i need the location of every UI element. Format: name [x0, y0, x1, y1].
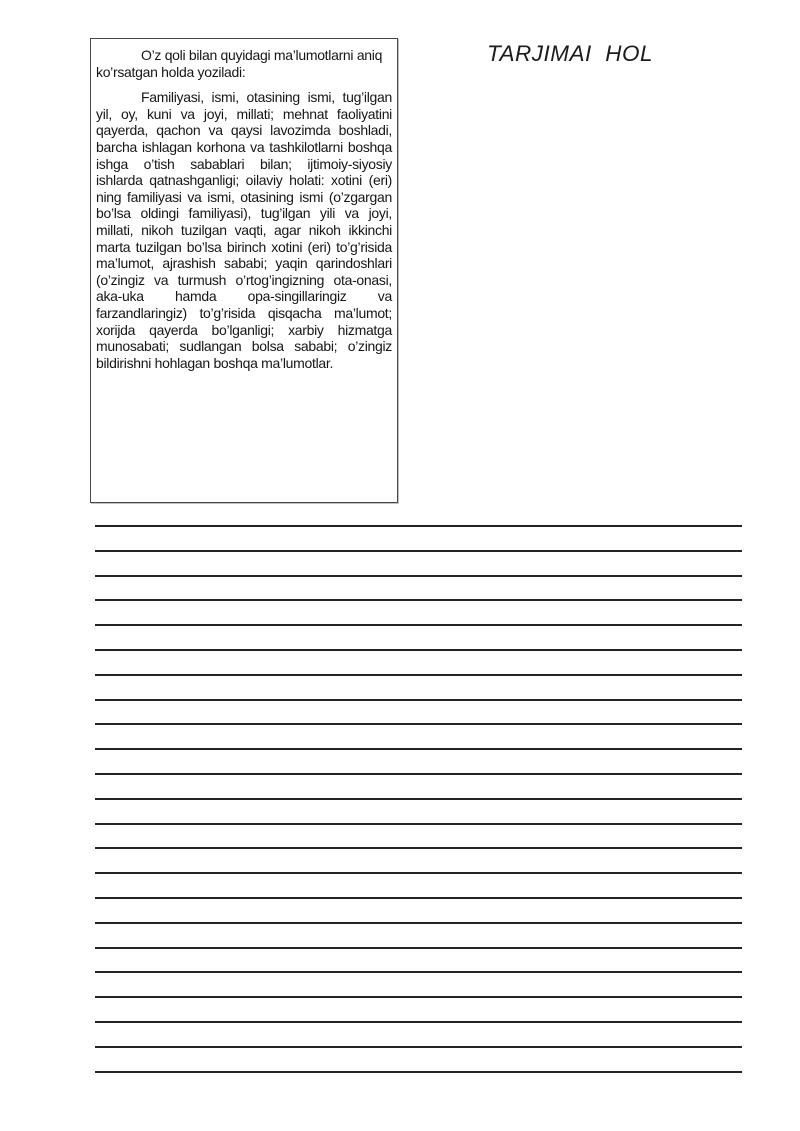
page-title: TARJIMAI HOL: [486, 41, 654, 66]
writing-line: [95, 1071, 742, 1073]
writing-line: [95, 971, 742, 973]
writing-line: [95, 1046, 742, 1048]
writing-line: [95, 897, 742, 899]
writing-line: [95, 599, 742, 601]
writing-line: [95, 798, 742, 800]
writing-line: [95, 996, 742, 998]
writing-line: [95, 773, 742, 775]
writing-line: [95, 525, 742, 527]
writing-line: [95, 922, 742, 924]
writing-line: [95, 624, 742, 626]
writing-line: [95, 649, 742, 651]
writing-line: [95, 699, 742, 701]
writing-lines: [95, 525, 742, 1073]
writing-line: [95, 1021, 742, 1023]
instructions-body: Familiyasi, ismi, otasining ismi, tug’ilgan yil, oy, kuni va joyi, millati; mehnat faoliyatini qayerda, qachon va qaysi lavozimda boshladi, barcha ishlagan korhona va tashkilotlarni boshqa ishga o’tish sabablari bilan; ijtimoiy-siyosiy ishlarda qatnashganligi; oilaviy holati: xotini (eri) ning familiyasi va ismi, otasining ismi (o’zgargan bo’lsa oldingi familiyasi), tug’ilgan yili va joyi, millati, nikoh tuzilgan vaqti, agar nikoh ikkinchi marta tuzilgan bo’lsa birinch xotini (eri) to’g’risida ma’lumot, ajrashish sababi; yaqin qarindoshlari (o’zingiz va turmush o’rtog’ingizning ota-onasi, aka-uka hamda opa-singillaringiz va farzandlaringiz) to’g’risida qisqacha ma’lumot; xorijda qayerda bo’lganligi; xarbiy hizmatga munosabati; sudlangan bolsa sababi; o’zingiz bildirishni hohlagan boshqa ma’lumotlar.: [96, 89, 392, 371]
writing-line: [95, 872, 742, 874]
writing-line: [95, 847, 742, 849]
writing-line: [95, 550, 742, 552]
writing-line: [95, 748, 742, 750]
writing-line: [95, 575, 742, 577]
instructions-box: [90, 38, 398, 503]
writing-line: [95, 674, 742, 676]
writing-line: [95, 723, 742, 725]
writing-line: [95, 947, 742, 949]
instructions-intro: O’z qoli bilan quyidagi ma’lumotlarni aniq ko’rsatgan holda yoziladi:: [96, 47, 383, 80]
writing-line: [95, 823, 742, 825]
